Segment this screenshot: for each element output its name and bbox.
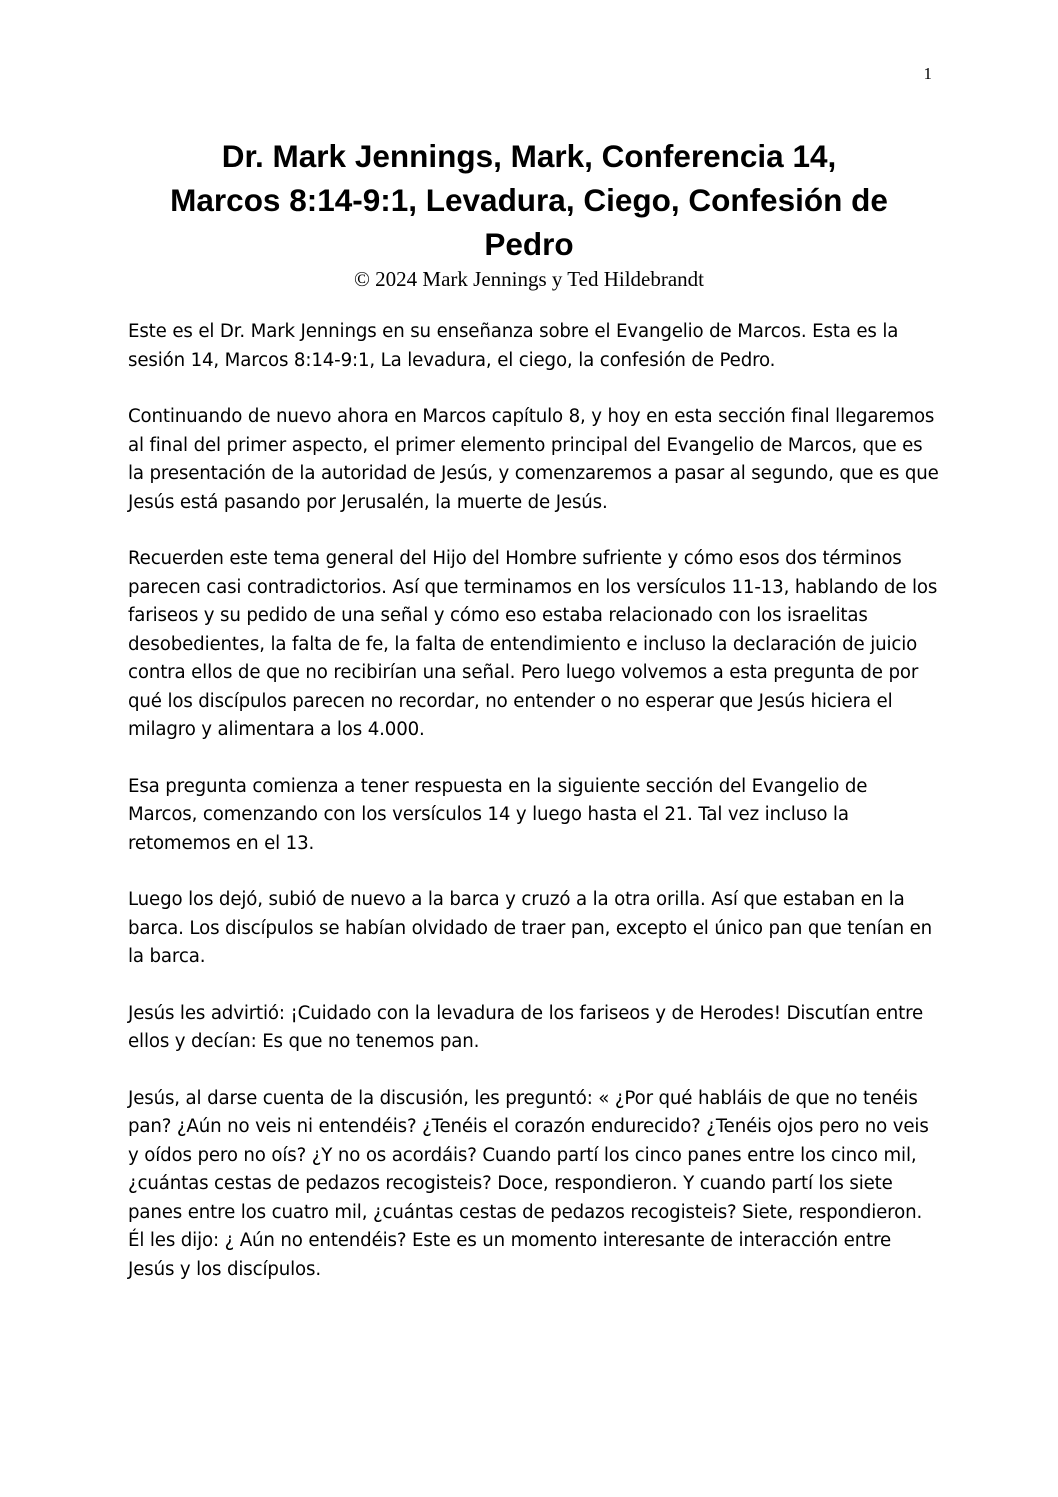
paragraph-theme: Recuerden este tema general del Hijo del Hombre sufriente y cómo esos dos términos parecen casi contradictorios. Así que terminamos en los versículos 11-13, hablando de los fariseos y su pedido de una señal y cómo eso estaba relacionado con los israelitas desobedientes, la falta de fe, la falta de entendimiento e incluso la declaración de juicio contra ellos de que no recibirían una señal. Pero luego volvemos a esta pregunta de por qué los discípulos parecen no recordar, no entender o no esperar que Jesús hiciera el milagro y alimentara a los 4.000. [128, 548, 938, 740]
document-body [128, 318, 942, 1312]
document-title [120, 134, 938, 266]
paragraph-dialogue: Jesús, al darse cuenta de la discusión, les preguntó: « ¿Por qué habláis de que no tenéis pan? ¿Aún no veis ni entendéis? ¿Tenéis el corazón endurecido? ¿Tenéis ojos pero no veis y oídos pero no oís? ¿Y no os acordáis? Cuando partí los cinco panes entre los cinco mil, ¿cuántas cestas de pedazos recogisteis? Doce, respondieron. Y cuando partí los siete panes entre los cuatro mil, ¿cuántas cestas de pedazos recogisteis? Siete, respondieron. Él les dijo: ¿ Aún no entendéis? Este es un momento interesante de interacción entre Jesús y los discípulos. [128, 1087, 929, 1280]
paragraph-question: Esa pregunta comienza a tener respuesta en la siguiente sección del Evangelio de Marcos, comenzando con los versículos 14 y luego hasta el 21. Tal vez incluso la retomemos en el 13. [128, 775, 868, 854]
copyright-notice: © 2024 Mark Jennings y Ted Hildebrandt [353, 267, 705, 291]
paragraph-context: Continuando de nuevo ahora en Marcos capítulo 8, y hoy en esta sección final llegaremos al final del primer aspecto, el primer elemento principal del Evangelio de Marcos, que es la presentación de la autoridad de Jesús, y comenzaremos a pasar al segundo, que es que Jesús está pasando por Jerusalén, la muerte de Jesús. [128, 406, 939, 513]
paragraph-intro: Este es el Dr. Mark Jennings en su enseñanza sobre el Evangelio de Marcos. Esta es la sesión 14, Marcos 8:14-9:1, La levadura, el ciego, la confesión de Pedro. [128, 321, 899, 371]
title-line-2: Marcos 8:14-9:1, Levadura, Ciego, Confesión de [170, 182, 888, 218]
page-number: 1 [923, 64, 932, 83]
title-line-3: Pedro [484, 226, 574, 262]
paragraph-boat: Luego los dejó, subió de nuevo a la barca y cruzó a la otra orilla. Así que estaban en la barca. Los discípulos se habían olvidado de traer pan, excepto el único pan que tenían en la barca. [128, 889, 933, 967]
paragraph-warning: Jesús les advirtió: ¡Cuidado con la levadura de los fariseos y de Herodes! Discutían entre ellos y decían: Es que no tenemos pan. [128, 1002, 924, 1052]
title-line-1: Dr. Mark Jennings, Mark, Conferencia 14, [221, 138, 837, 174]
